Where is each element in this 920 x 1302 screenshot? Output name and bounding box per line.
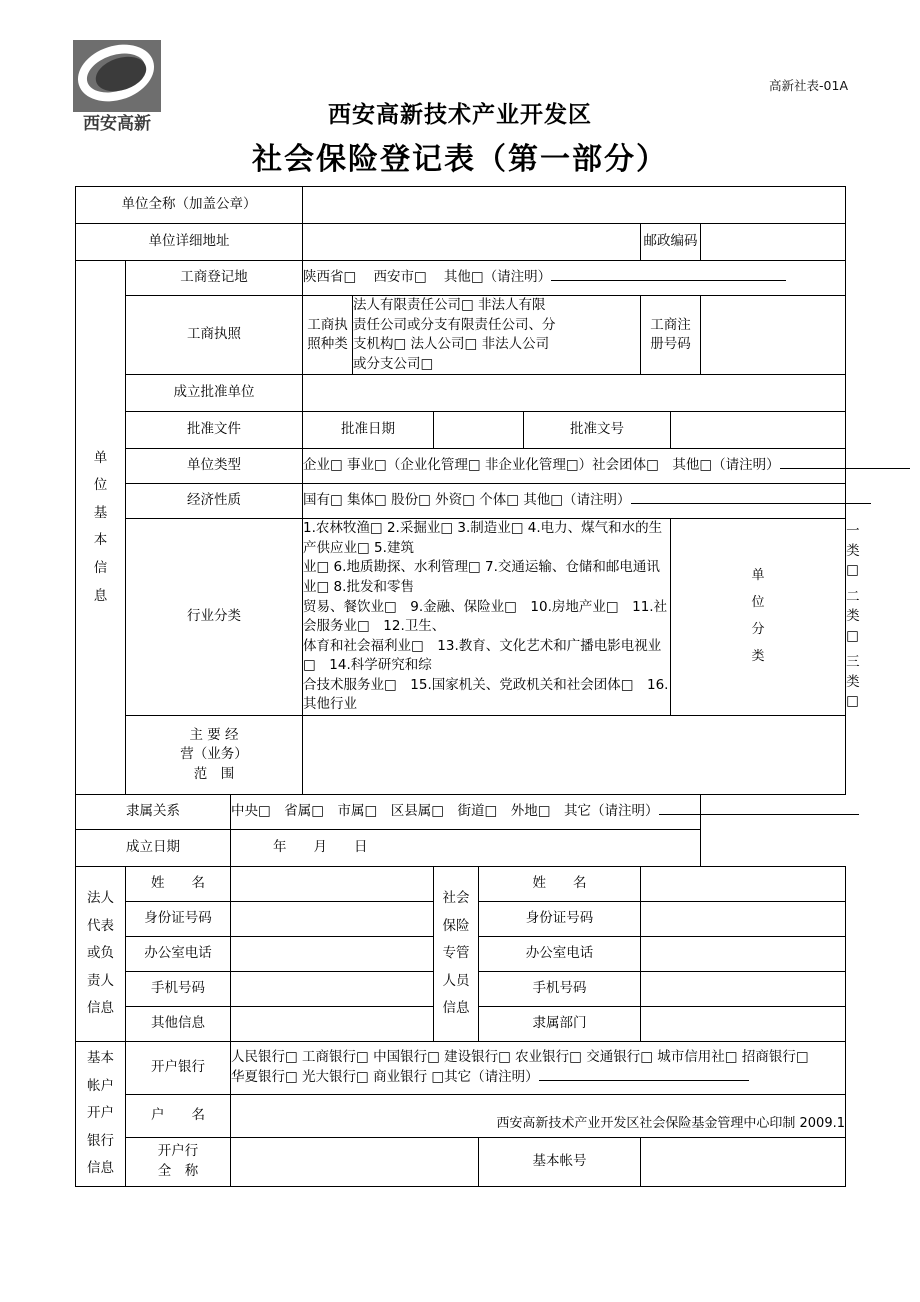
open-bank-label: 开户银行	[126, 1041, 231, 1094]
business-reg-number-value[interactable]	[701, 296, 846, 375]
vert-char: 或负	[87, 945, 114, 962]
vert-char: 人员	[442, 972, 470, 989]
unit-address-label: 单位详细地址	[76, 224, 303, 261]
vert-char: 单	[751, 568, 765, 584]
unit-type-text[interactable]: 企业□ 事业□（企业化管理□ 非企业化管理□）社会团体□ 其他□（请注明）	[303, 457, 780, 474]
license-type-label-line: 照种类	[307, 336, 348, 353]
business-license-label: 工商执照	[126, 296, 303, 375]
insurance-admin-id-label: 身份证号码	[479, 901, 641, 936]
license-option-line[interactable]: 法人有限责任公司□ 非法人有限	[353, 297, 546, 313]
table-row-industry-1: 行业分类 1.农林牧渔□ 2.采掘业□ 3.制造业□ 4.电力、煤气和水的生产供应业□ 5.建筑 业□ 6.地质勘探、水利管理□ 7.交通运输、仓储和邮电通讯业□ 8.批发和零售 贸易、餐饮业□ 9.金融、保险业□ 10.房地产业□ 11.社会服务业□ 12.卫生、 体育和社会福利业□ 13.教育、文化艺术和广播电影电视业□ 14.科学研究和综 合技术服务业□ 15.国家机关、党政机关和社会团体□ 16.其他行业 单 位 分 类 一类□	[76, 519, 846, 585]
table-row-business-scope	[76, 715, 846, 794]
bank-full-name-label	[126, 1137, 231, 1186]
legal-rep-name-label: 姓 名	[126, 866, 231, 901]
license-option-line[interactable]: 或分支公司□	[353, 355, 434, 372]
reg-number-label-line: 工商注	[650, 316, 691, 333]
business-reg-number-label	[641, 296, 701, 375]
unit-full-name-value[interactable]	[303, 187, 846, 224]
open-bank-line-2[interactable]: 华夏银行□ 光大银行□ 商业银行 □其它（请注明）	[231, 1068, 539, 1085]
table-row-affiliation	[76, 794, 846, 829]
basic-account-label: 基本帐号	[479, 1137, 641, 1186]
registration-place-options[interactable]	[303, 261, 846, 296]
table-row-industry-3: 三类□	[846, 654, 860, 710]
vert-char: 信	[93, 560, 108, 576]
reg-number-label-line: 册号码	[650, 336, 691, 353]
unit-address-value[interactable]	[303, 224, 641, 261]
legal-rep-other-label: 其他信息	[126, 1006, 231, 1041]
vert-char: 社会	[442, 889, 470, 906]
vert-char: 单	[93, 449, 108, 466]
vert-char: 保险	[442, 917, 470, 934]
insurance-admin-name-value[interactable]	[641, 866, 846, 901]
approval-date-label: 批准日期	[303, 412, 434, 449]
table-row-registration-place	[76, 261, 846, 296]
affiliation-text[interactable]: 中央□ 省属□ 市属□ 区县属□ 街道□ 外地□ 其它（请注明）	[231, 803, 659, 820]
bank-full-name-value[interactable]	[231, 1137, 479, 1186]
approval-number-label: 批准文号	[524, 412, 671, 449]
industry-label: 行业分类	[126, 519, 303, 716]
table-row-unit-address	[76, 224, 846, 261]
legal-rep-id-label: 身份证号码	[126, 901, 231, 936]
business-scope-label-line: 范 围	[193, 765, 235, 782]
vert-char: 基	[93, 504, 108, 521]
vert-char: 法人	[87, 889, 114, 906]
form-code: 高新社表-01A	[769, 78, 848, 93]
business-license-type-options[interactable]	[353, 296, 641, 375]
vert-char: 代表	[87, 917, 114, 934]
registration-form-table	[75, 186, 860, 1187]
legal-rep-office-phone-value[interactable]	[231, 936, 434, 971]
business-license-type-label	[303, 296, 353, 375]
unit-type-options[interactable]	[303, 449, 846, 484]
section-basic-info-vertical-label	[76, 261, 126, 795]
table-row-open-bank	[76, 1041, 846, 1094]
registration-place-label: 工商登记地	[126, 261, 303, 296]
approval-number-value[interactable]	[671, 412, 846, 449]
insurance-admin-mobile-value[interactable]	[641, 971, 846, 1006]
vert-char: 开户	[87, 1105, 114, 1122]
insurance-admin-dept-label: 隶属部门	[479, 1006, 641, 1041]
vert-char: 信息	[87, 1000, 114, 1017]
vert-char: 息	[93, 587, 108, 604]
option-xian[interactable]: 西安市□	[373, 269, 427, 286]
bank-full-name-label-line: 开户行	[157, 1143, 199, 1160]
postal-code-value[interactable]	[701, 224, 846, 261]
table-row-industry-2: 二类□	[846, 588, 860, 644]
table-row-approval-doc	[76, 412, 846, 449]
economic-nature-label: 经济性质	[126, 484, 303, 519]
footer-text: 西安高新技术产业开发区社会保险基金管理中心印制 2009.1	[496, 1116, 845, 1131]
economic-nature-text[interactable]: 国有□ 集体□ 股份□ 外资□ 个体□ 其他□（请注明）	[303, 492, 631, 509]
economic-nature-other-input[interactable]	[631, 503, 871, 504]
industry-line[interactable]: 1.农林牧渔□ 2.采掘业□ 3.制造业□ 4.电力、煤气和水的生产供应业□ 5.建筑	[303, 520, 663, 556]
license-option-line[interactable]: 责任公司或分支有限责任公司、分	[353, 316, 556, 333]
vert-char: 专管	[442, 945, 470, 962]
table-row-business-license	[76, 296, 846, 375]
vert-char: 银行	[87, 1132, 114, 1149]
vert-char: 帐户	[87, 1077, 114, 1094]
table-row-establish-date	[76, 829, 846, 866]
vert-char: 位	[751, 595, 765, 611]
economic-nature-options[interactable]	[303, 484, 846, 519]
legal-rep-id-value[interactable]	[231, 901, 434, 936]
unit-full-name-label: 单位全称（加盖公章）	[76, 187, 303, 224]
bank-full-name-label-line: 全 称	[157, 1162, 199, 1179]
affiliation-options[interactable]	[231, 794, 701, 829]
license-type-label-line: 工商执	[307, 316, 348, 333]
vert-char: 信息	[87, 1160, 114, 1177]
table-row-unit-name	[76, 187, 846, 224]
table-row-economic-nature	[76, 484, 846, 519]
approval-unit-label: 成立批准单位	[126, 375, 303, 412]
insurance-admin-dept-value[interactable]	[641, 1006, 846, 1041]
affiliation-label: 隶属关系	[76, 794, 231, 829]
license-option-line[interactable]: 支机构□ 法人公司□ 非法人公司	[353, 336, 550, 353]
insurance-admin-mobile-label: 手机号码	[479, 971, 641, 1006]
table-row-bank-full-name	[76, 1137, 846, 1186]
insurance-admin-office-phone-value[interactable]	[641, 936, 846, 971]
page-title: 社会保险登记表（第一部分）	[252, 142, 668, 177]
affiliation-other-input[interactable]	[659, 814, 859, 815]
legal-rep-vertical-label	[76, 866, 126, 1041]
logo-text: 西安高新	[83, 114, 151, 134]
business-scope-label	[126, 715, 303, 794]
registration-place-other-input[interactable]	[551, 280, 786, 281]
industry-line[interactable]: 合技术服务业□ 15.国家机关、党政机关和社会团体□ 16.其他行业	[303, 676, 669, 713]
basic-account-value[interactable]	[641, 1137, 846, 1186]
legal-rep-other-value[interactable]	[231, 1006, 434, 1041]
vert-char: 类	[751, 648, 765, 664]
industry-line[interactable]: 体育和社会福利业□ 13.教育、文化艺术和广播电影电视业□ 14.科学研究和综	[303, 637, 662, 674]
option-other[interactable]: 其他□（请注明）	[443, 269, 552, 286]
table-row-legal-rep-1	[76, 866, 846, 901]
industry-line[interactable]: 业□ 6.地质勘探、水利管理□ 7.交通运输、仓储和邮电通讯业□ 8.批发和零售	[303, 559, 660, 595]
insurance-admin-id-value[interactable]	[641, 901, 846, 936]
legal-rep-mobile-label: 手机号码	[126, 971, 231, 1006]
vert-char: 本	[93, 532, 108, 549]
approval-doc-label: 批准文件	[126, 412, 303, 449]
account-name-label: 户 名	[126, 1094, 231, 1137]
open-bank-line-1[interactable]: 人民银行□ 工商银行□ 中国银行□ 建设银行□ 农业银行□ 交通银行□ 城市信用社□ 招商银行□	[231, 1049, 809, 1066]
industry-options[interactable]	[303, 519, 671, 716]
table-row-approval-unit	[76, 375, 846, 412]
legal-rep-office-phone-label: 办公室电话	[126, 936, 231, 971]
business-scope-label-line: 主 要 经	[189, 726, 239, 743]
establish-date-label: 成立日期	[76, 829, 231, 866]
open-bank-other-input[interactable]	[539, 1080, 749, 1081]
vert-char: 信息	[442, 1000, 470, 1017]
vert-char: 基本	[87, 1049, 114, 1066]
legal-rep-name-value[interactable]	[231, 866, 434, 901]
postal-code-label: 邮政编码	[641, 224, 701, 261]
vert-char: 位	[93, 477, 108, 494]
establish-date-value[interactable]: 年 月 日	[231, 829, 701, 866]
unit-type-other-input[interactable]	[780, 468, 910, 469]
option-shaanxi[interactable]: 陕西省□	[303, 269, 357, 286]
business-scope-label-line: 营（业务）	[180, 746, 248, 763]
approval-unit-value[interactable]	[303, 375, 846, 412]
industry-line[interactable]: 贸易、餐饮业□ 9.金融、保险业□ 10.房地产业□ 11.社会服务业□ 12.卫生、	[303, 598, 668, 635]
open-bank-options[interactable]	[231, 1041, 846, 1094]
unit-type-label: 单位类型	[126, 449, 303, 484]
table-row-unit-type	[76, 449, 846, 484]
insurance-admin-vertical-label	[434, 866, 479, 1041]
unit-category-vertical-label	[671, 519, 846, 716]
approval-date-value[interactable]	[434, 412, 524, 449]
business-scope-value[interactable]	[303, 715, 846, 794]
organization-title: 西安高新技术产业开发区	[328, 102, 592, 128]
vert-char: 责人	[87, 972, 114, 989]
insurance-admin-office-phone-label: 办公室电话	[479, 936, 641, 971]
insurance-admin-name-label: 姓 名	[479, 866, 641, 901]
legal-rep-mobile-value[interactable]	[231, 971, 434, 1006]
vert-char: 分	[751, 622, 765, 638]
